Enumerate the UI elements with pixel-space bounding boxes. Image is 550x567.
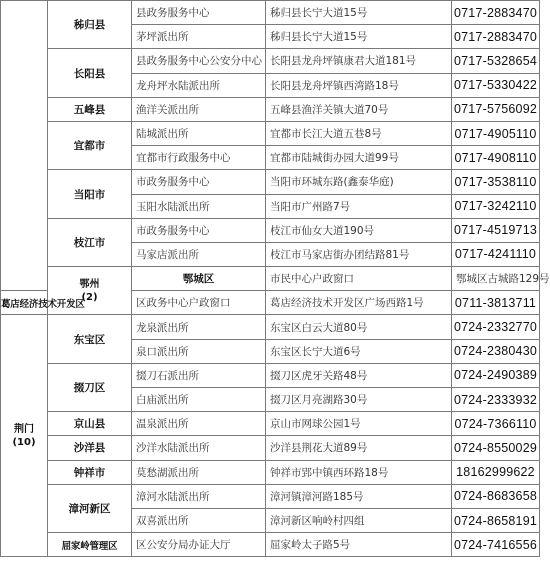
address-cell: 钟祥市郢中镇西环路18号 xyxy=(266,460,452,484)
city-cell xyxy=(1,315,48,557)
city-count: (10) xyxy=(12,436,36,448)
unit-cell: 区政务中心户政窗口 xyxy=(132,291,266,315)
phone-cell: 0717-5328654 xyxy=(452,49,540,73)
phone-cell: 0717-4241110 xyxy=(452,242,540,266)
address-cell: 当阳市广州路7号 xyxy=(266,194,452,218)
phone-cell: 0724-7416556 xyxy=(452,533,540,557)
table-row xyxy=(1,315,540,339)
address-cell: 京山市网球公园1号 xyxy=(266,412,452,436)
table-row xyxy=(1,1,540,25)
phone-cell: 0724-8550029 xyxy=(452,436,540,460)
county-cell: 屈家岭管理区 xyxy=(48,533,132,557)
county-cell: 五峰县 xyxy=(48,97,132,121)
address-cell: 秭归县长宁大道15号 xyxy=(266,1,452,25)
table-row xyxy=(1,533,540,557)
address-cell: 枝江市仙女大道190号 xyxy=(266,218,452,242)
city-count: (2) xyxy=(81,291,98,303)
address-cell: 五峰县渔洋关镇大道70号 xyxy=(266,97,452,121)
unit-cell: 掇刀石派出所 xyxy=(132,363,266,387)
county-cell: 鄂城区 xyxy=(132,267,266,291)
table-row xyxy=(1,363,540,387)
county-cell: 钟祥市 xyxy=(48,460,132,484)
phone-cell: 0711-3813711 xyxy=(452,291,540,315)
city-cell xyxy=(1,1,48,291)
phone-cell: 0724-2332770 xyxy=(452,315,540,339)
table-row xyxy=(1,436,540,460)
unit-cell: 市政务服务中心 xyxy=(132,170,266,194)
unit-cell: 玉阳水陆派出所 xyxy=(132,194,266,218)
table-row xyxy=(1,412,540,436)
unit-cell: 漳河水陆派出所 xyxy=(132,484,266,508)
phone-cell: 0717-4908110 xyxy=(452,146,540,170)
phone-cell: 0724-2333932 xyxy=(452,388,540,412)
address-cell: 漳河新区响岭村四组 xyxy=(266,508,452,532)
table-row xyxy=(1,484,540,508)
address-cell: 掇刀区月亮湖路30号 xyxy=(266,388,452,412)
county-cell: 漳河新区 xyxy=(48,484,132,532)
phone-cell: 0717-3242110 xyxy=(452,194,540,218)
address-cell: 东宝区长宁大道6号 xyxy=(266,339,452,363)
address-cell: 秭归县长宁大道15号 xyxy=(266,25,452,49)
city-name: 荆门 xyxy=(14,423,34,435)
county-cell: 当阳市 xyxy=(48,170,132,218)
address-cell: 宜都市陆城街办园大道99号 xyxy=(266,146,452,170)
address-cell: 沙洋县荆花大道89号 xyxy=(266,436,452,460)
county-cell: 宜都市 xyxy=(48,121,132,169)
county-cell: 沙洋县 xyxy=(48,436,132,460)
unit-cell: 白庙派出所 xyxy=(132,388,266,412)
unit-cell: 温泉派出所 xyxy=(132,412,266,436)
table-row xyxy=(1,97,540,121)
phone-cell: 0724-8683658 xyxy=(452,484,540,508)
table-row xyxy=(1,49,540,73)
address-cell: 漳河镇漳河路185号 xyxy=(266,484,452,508)
unit-cell: 沙洋水陆派出所 xyxy=(132,436,266,460)
address-cell: 鄂城区古城路129号 xyxy=(452,267,540,291)
table-row xyxy=(1,460,540,484)
phone-cell: 0724-2380430 xyxy=(452,339,540,363)
county-cell: 长阳县 xyxy=(48,49,132,97)
phone-cell: 0717-2883470 xyxy=(452,25,540,49)
city-name: 鄂州 xyxy=(79,278,100,290)
phone-cell: 0717-5330422 xyxy=(452,73,540,97)
table-row xyxy=(1,121,540,145)
address-cell: 屈家岭太子路5号 xyxy=(266,533,452,557)
unit-cell: 市民中心户政窗口 xyxy=(266,267,452,291)
address-cell: 当阳市环城东路(鑫泰华庭) xyxy=(266,170,452,194)
unit-cell: 马家店派出所 xyxy=(132,242,266,266)
address-cell: 长阳县龙舟坪镇西湾路18号 xyxy=(266,73,452,97)
address-cell: 宜都市长江大道五巷8号 xyxy=(266,121,452,145)
county-cell: 京山县 xyxy=(48,412,132,436)
phone-cell: 0717-5756092 xyxy=(452,97,540,121)
phone-cell: 0724-8658191 xyxy=(452,508,540,532)
phone-cell: 0717-4519713 xyxy=(452,218,540,242)
county-cell: 掇刀区 xyxy=(48,363,132,411)
unit-cell: 龙舟坪水陆派出所 xyxy=(132,73,266,97)
table-row xyxy=(1,218,540,242)
unit-cell: 县政务服务中心 xyxy=(132,1,266,25)
unit-cell: 龙泉派出所 xyxy=(132,315,266,339)
address-cell: 枝江市马家店街办团结路81号 xyxy=(266,242,452,266)
unit-cell: 陆城派出所 xyxy=(132,121,266,145)
phone-cell: 0717-4905110 xyxy=(452,121,540,145)
unit-cell: 泉口派出所 xyxy=(132,339,266,363)
unit-cell: 县政务服务中心公安分中心 xyxy=(132,49,266,73)
unit-cell: 茅坪派出所 xyxy=(132,25,266,49)
table-row xyxy=(1,267,540,291)
address-cell: 东宝区白云大道80号 xyxy=(266,315,452,339)
phone-cell: 0724-7366110 xyxy=(452,412,540,436)
phone-cell: 0724-2490389 xyxy=(452,363,540,387)
address-cell: 掇刀区虎牙关路48号 xyxy=(266,363,452,387)
unit-cell: 莫愁湖派出所 xyxy=(132,460,266,484)
phone-cell: 0717-3538110 xyxy=(452,170,540,194)
phone-cell: 18162999622 xyxy=(452,460,540,484)
unit-cell: 宜都市行政服务中心 xyxy=(132,146,266,170)
table-row xyxy=(1,170,540,194)
county-cell: 东宝区 xyxy=(48,315,132,363)
unit-cell: 市政务服务中心 xyxy=(132,218,266,242)
county-cell: 枝江市 xyxy=(48,218,132,266)
address-cell: 葛店经济技术开发区广场西路1号 xyxy=(266,291,452,315)
county-cell: 葛店经济技术开发区 xyxy=(1,291,48,315)
address-cell: 长阳县龙舟坪镇康君大道181号 xyxy=(266,49,452,73)
unit-cell: 区公安分局办证大厅 xyxy=(132,533,266,557)
unit-cell: 渔洋关派出所 xyxy=(132,97,266,121)
phone-cell: 0717-2883470 xyxy=(452,1,540,25)
county-cell: 秭归县 xyxy=(48,1,132,49)
unit-cell: 双喜派出所 xyxy=(132,508,266,532)
